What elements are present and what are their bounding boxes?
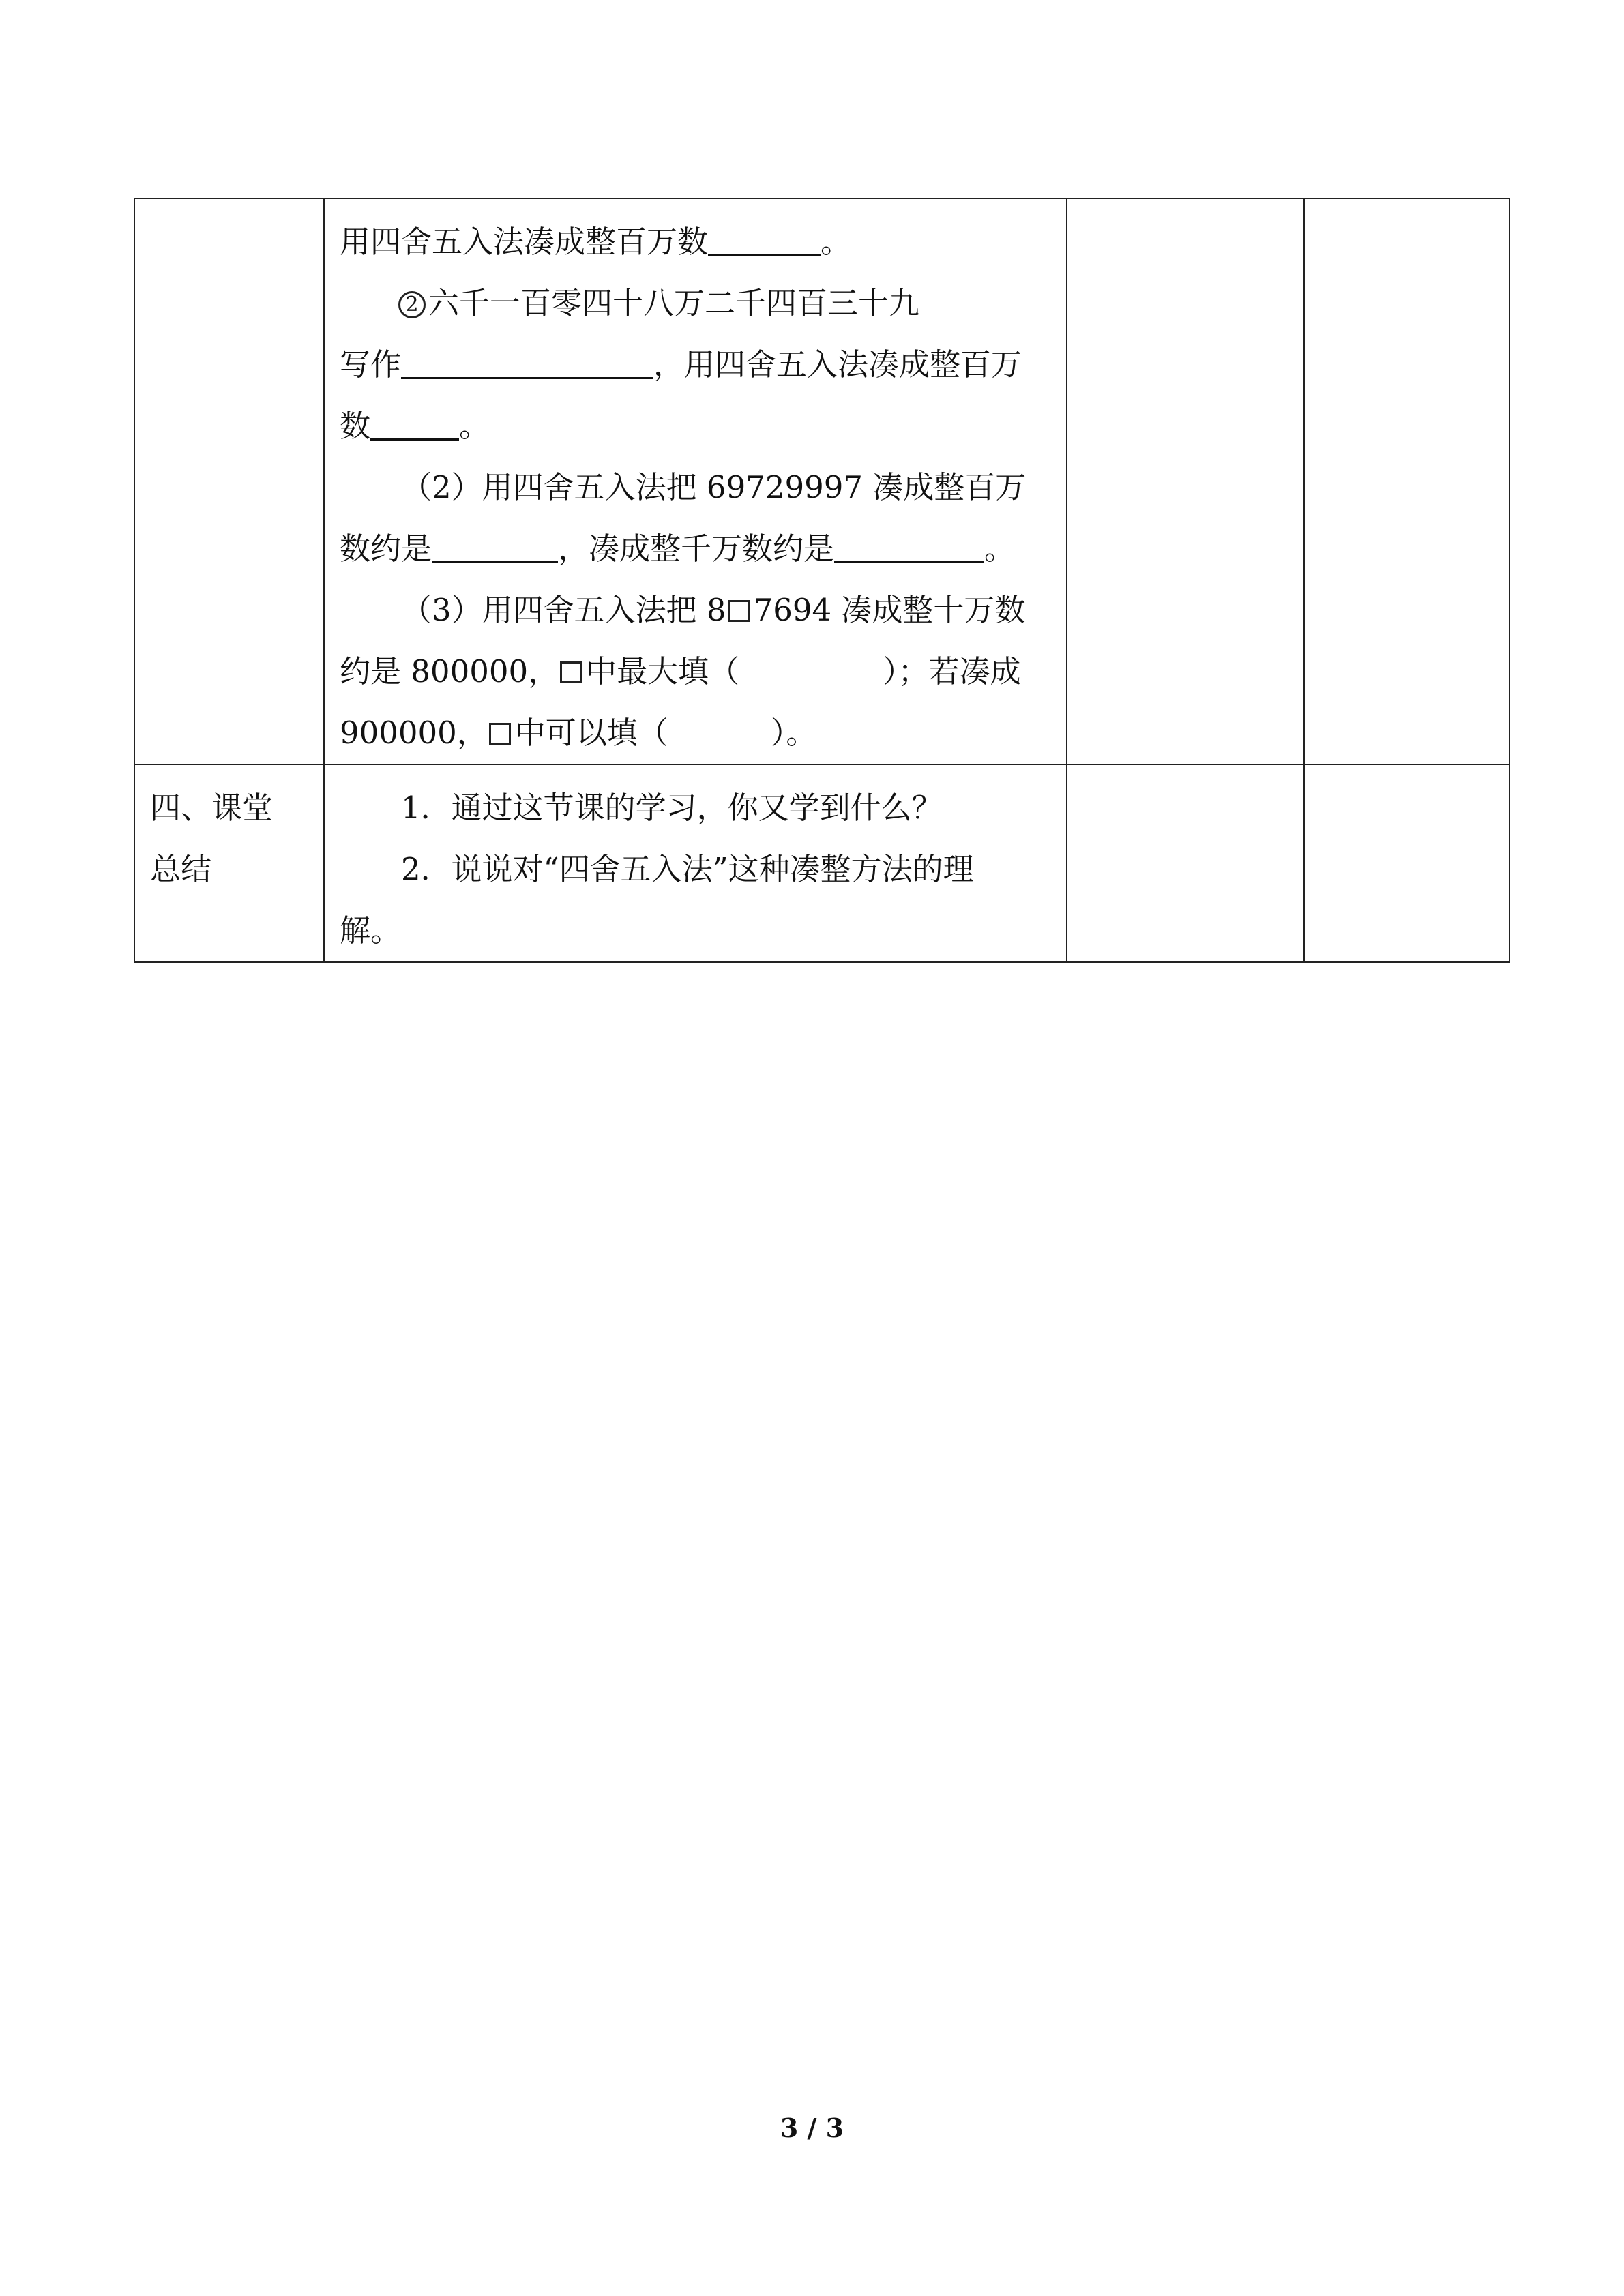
section-label: 四、课堂: [150, 790, 274, 826]
circled-number: 2: [398, 291, 426, 318]
answer-blank: [708, 219, 821, 256]
text-line: 数 。: [340, 396, 1051, 457]
text-line: 数约是 ，凑成整千万数约是 。: [340, 518, 1051, 580]
text-line: 用四舍五入法凑成整百万数 。: [340, 211, 1051, 273]
section-label: 总结: [150, 851, 212, 887]
summary-item: 2．说说对“四舍五入法”这种凑整方法的理: [401, 851, 974, 887]
answer-blank: [834, 526, 984, 563]
text-line: （3）用四舍五入法把 8 7694 凑成整十万数: [401, 592, 1026, 628]
content-cell: [324, 198, 1067, 764]
answer-blank: [401, 342, 653, 379]
text-line: （2）用四舍五入法把 69729997 凑成整百万: [401, 469, 1027, 505]
text-line: 900000， 中可以填（ ）。: [340, 715, 817, 751]
empty-cell: [1304, 764, 1509, 962]
summary-item-continuation: 解。: [340, 912, 402, 949]
summary-item: 1．通过这节课的学习，你又学到什么？: [401, 790, 943, 826]
section-label-cell: [134, 198, 324, 764]
page-number: 3 / 3: [780, 2113, 844, 2143]
text-line: 2 六千一百零四十八万二千四百三十九: [340, 273, 1051, 334]
empty-box: [560, 661, 582, 683]
section-label-cell: [134, 764, 324, 962]
empty-cell: [1067, 198, 1304, 764]
empty-box: [728, 600, 750, 622]
table-row: [134, 764, 1509, 962]
empty-cell: [1067, 764, 1304, 962]
empty-cell: [1304, 198, 1509, 764]
answer-blank: [432, 526, 558, 563]
empty-box: [489, 723, 511, 745]
content-cell: [324, 764, 1067, 962]
answer-blank: [370, 403, 459, 441]
text-line: 约是 800000， 中最大填（ ）；若凑成: [340, 653, 1021, 689]
table-row: [134, 198, 1509, 764]
text-line: 写作 ，用四舍五入法凑成整百万: [340, 334, 1051, 396]
lesson-plan-table: [134, 198, 1510, 963]
